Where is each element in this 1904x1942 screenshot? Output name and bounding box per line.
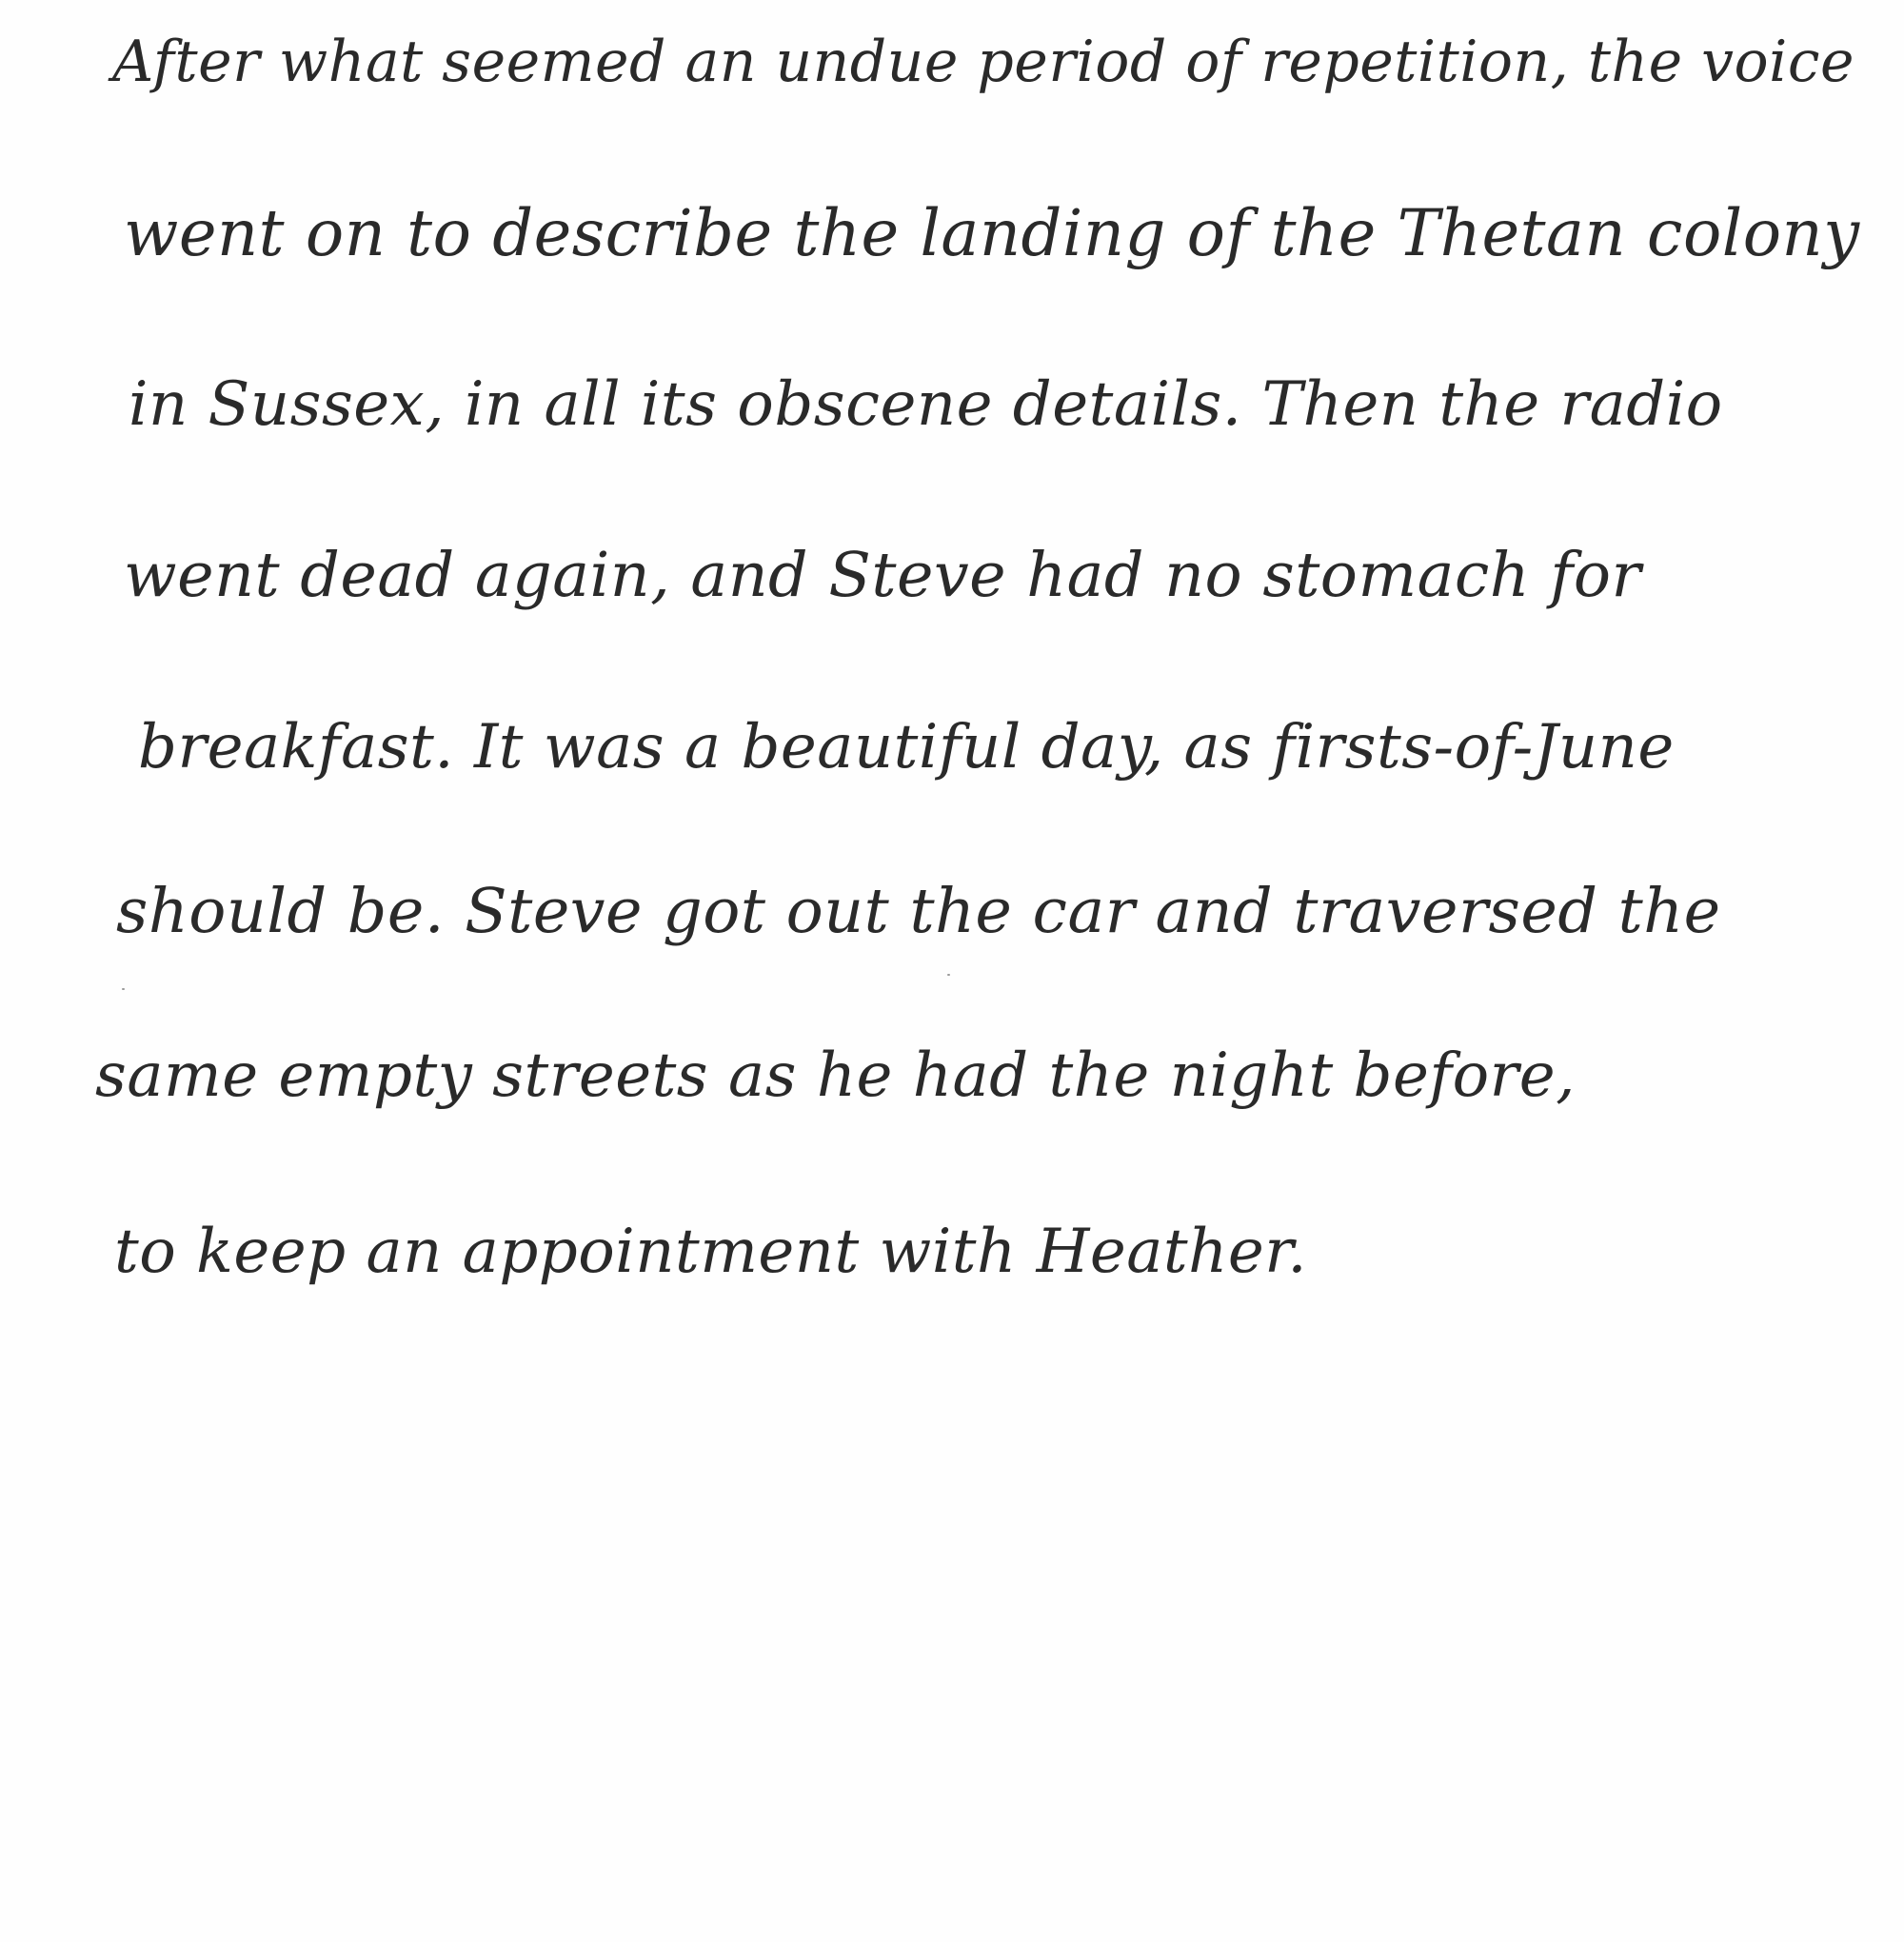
paper-speck [947, 974, 950, 976]
text-line-3: in Sussex, in all its obscene details. Then the radio [129, 369, 1723, 440]
paper-speck [122, 988, 125, 990]
text-line-6: should be. Steve got out the car and traversed the [116, 876, 1721, 947]
text-line-4: went dead again, and Steve had no stomach for [124, 540, 1642, 611]
text-line-8: to keep an appointment with Heather. [114, 1217, 1308, 1287]
text-line-2: went on to describe the landing of the Thetan colony [124, 196, 1860, 270]
text-line-1: After what seemed an undue period of repetition, the voice [112, 29, 1854, 95]
text-line-7: same empty streets as he had the night before, [95, 1040, 1576, 1111]
text-line-5: breakfast. It was a beautiful day, as firsts-of-June [138, 712, 1675, 783]
